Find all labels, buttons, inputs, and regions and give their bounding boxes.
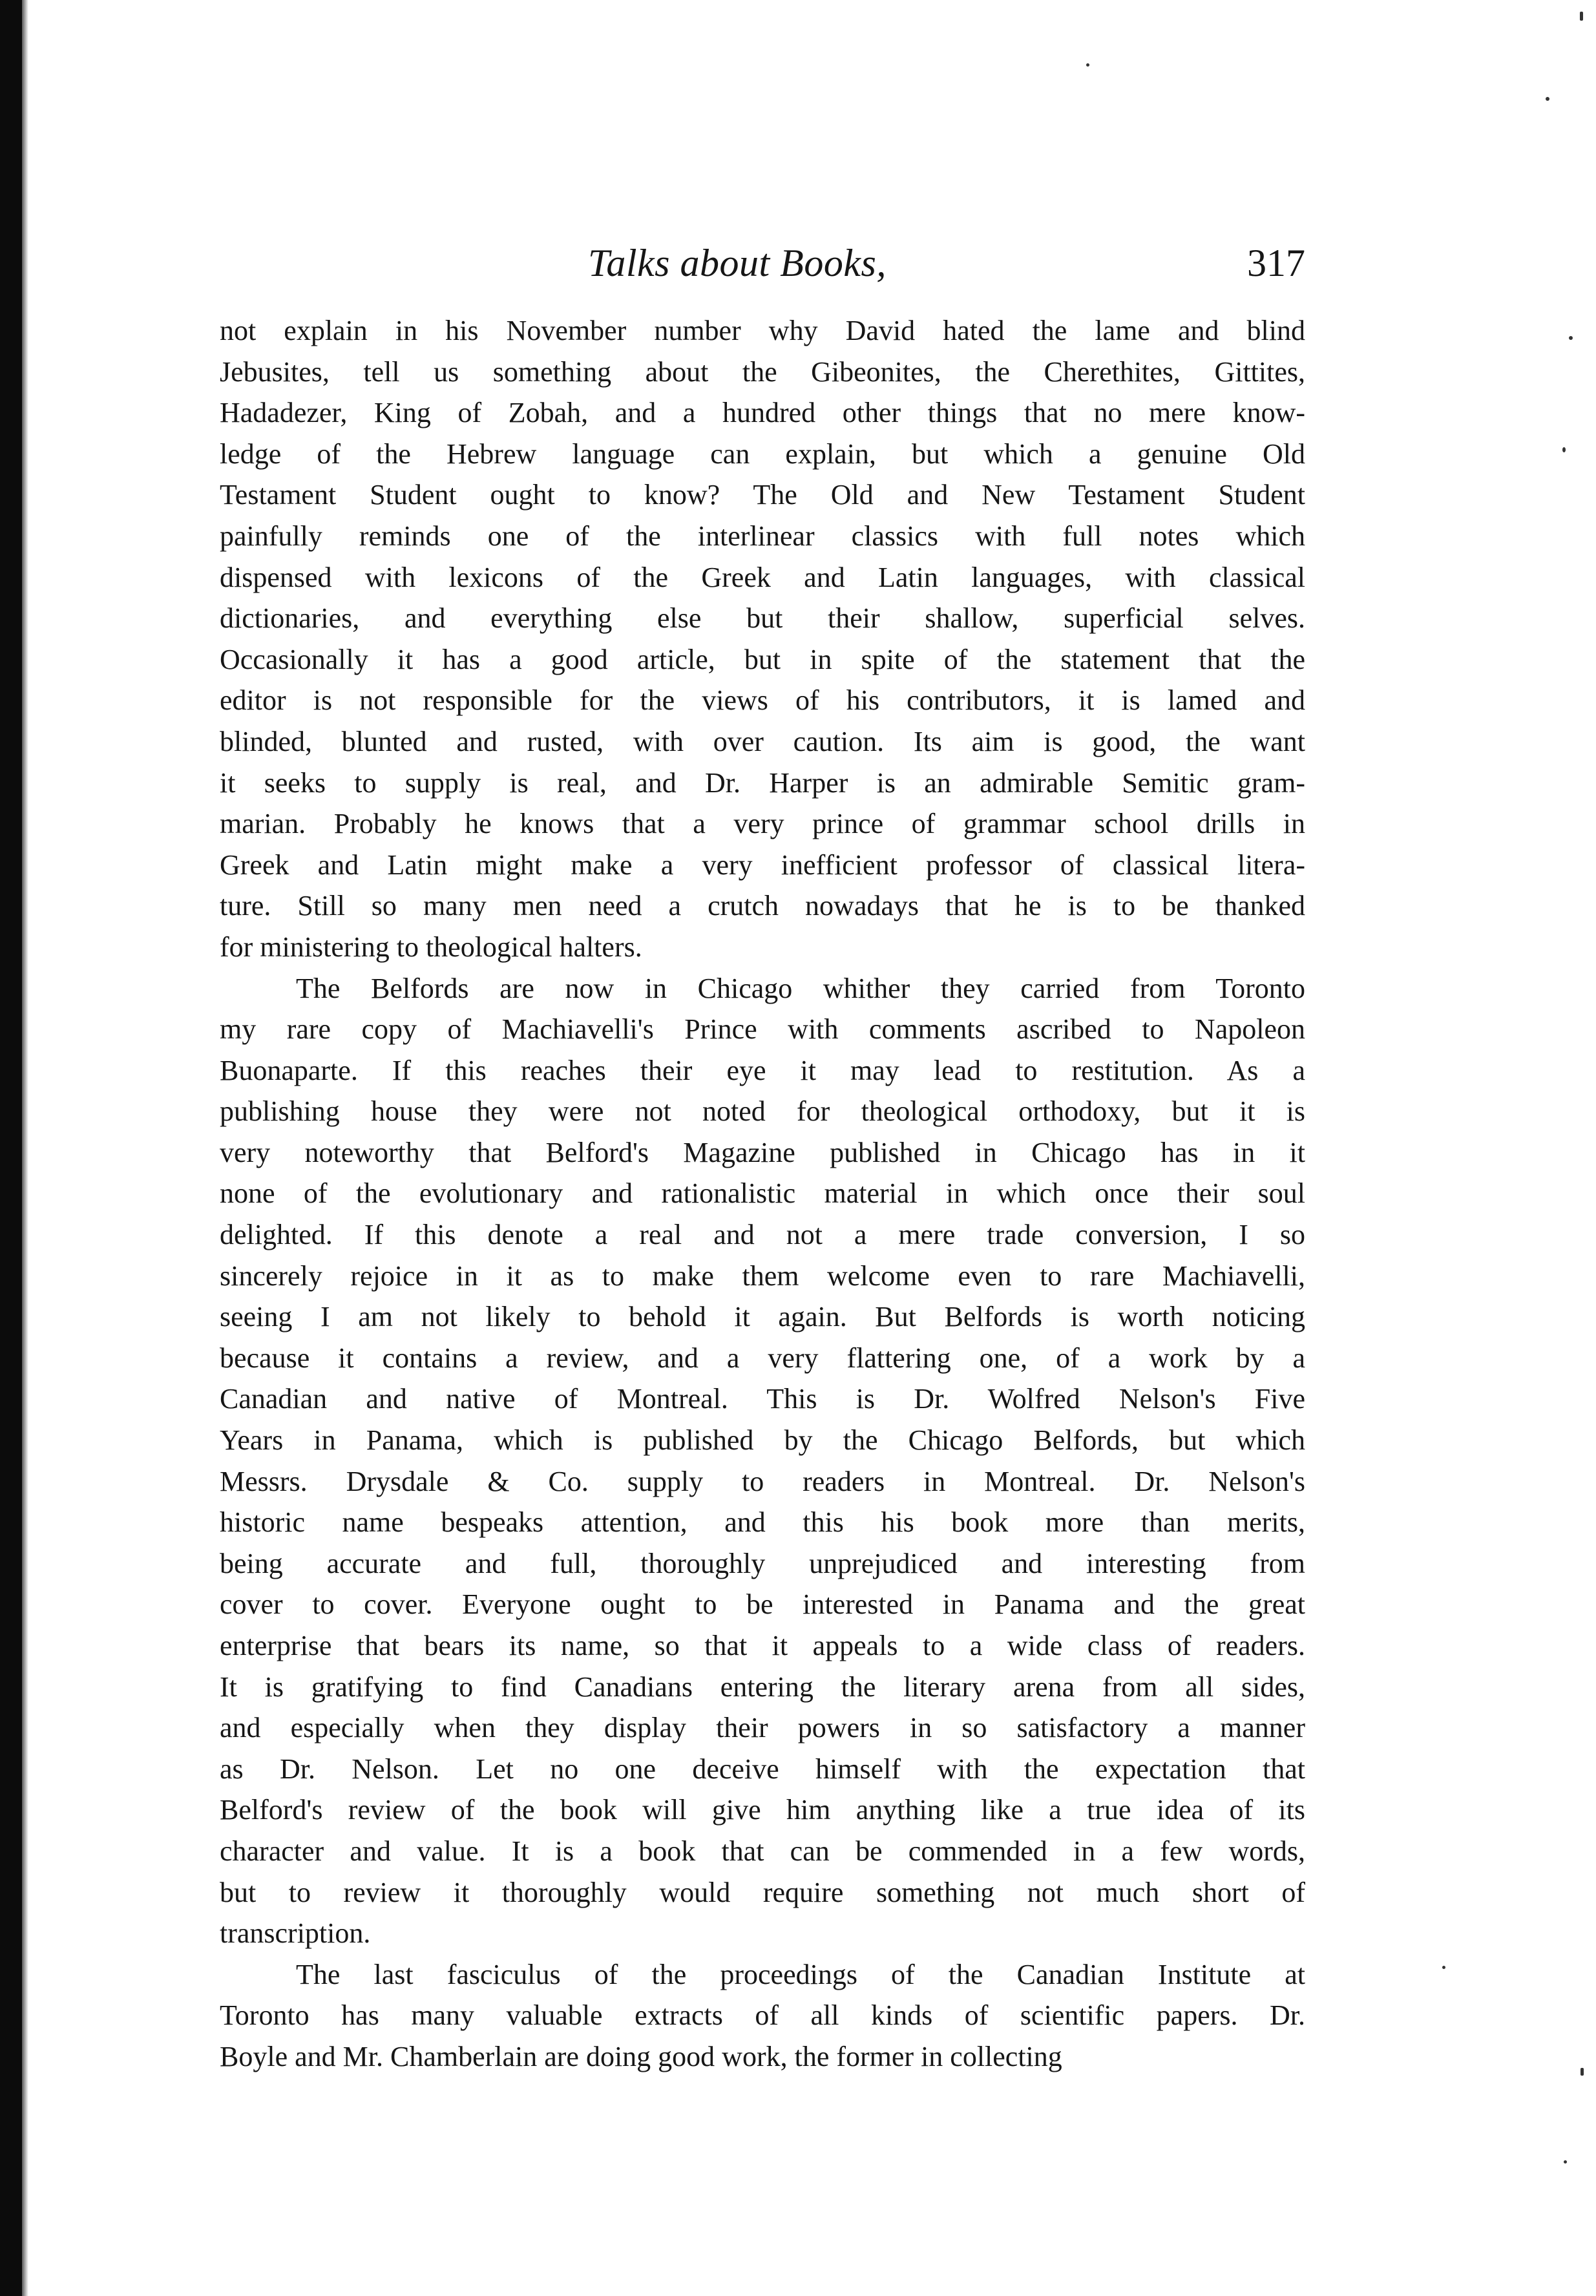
body-text (220, 310, 1305, 2078)
text-line: for ministering to theological halters. (220, 931, 642, 963)
text-line: cover to cover. Everyone ought to be interested in Panama and the great (220, 1588, 1305, 1621)
text-line: painfully reminds one of the interlinear classics with full notes which (220, 520, 1305, 552)
text-line: Occasionally it has a good article, but in spite of the statement that the (220, 643, 1305, 675)
paragraph (220, 1954, 1305, 2078)
paragraph (220, 968, 1305, 1954)
scan-speck (1580, 12, 1583, 21)
text-line: very noteworthy that Belford's Magazine published in Chicago has in it (220, 1136, 1305, 1168)
text-line: blinded, blunted and rusted, with over caution. Its aim is good, the want (220, 725, 1305, 757)
text-line: none of the evolutionary and rationalistic material in which once their soul (220, 1177, 1305, 1210)
scan-speck (1569, 336, 1573, 340)
scan-speck (1546, 97, 1549, 101)
binding-shadow (22, 0, 28, 2296)
text-line: sincerely rejoice in it as to make them welcome even to rare Machiavelli, (220, 1259, 1305, 1292)
text-line: publishing house they were not noted for theological orthodoxy, but it is (220, 1095, 1305, 1128)
text-line: seeing I am not likely to behold it again. But Belfords is worth noticing (220, 1301, 1305, 1333)
text-line: The Belfords are now in Chicago whither they carried from Toronto (296, 972, 1305, 1004)
text-line: Greek and Latin might make a very inefficient professor of classical litera- (220, 848, 1305, 881)
paragraph (220, 310, 1305, 968)
text-line: it seeks to supply is real, and Dr. Harper is an admirable Semitic gram- (220, 766, 1305, 799)
text-line: enterprise that bears its name, so that it appeals to a wide class of readers. (220, 1630, 1305, 1661)
text-line: Messrs. Drysdale & Co. supply to readers in Montreal. Dr. Nelson's (220, 1465, 1305, 1497)
binding-edge (0, 0, 22, 2296)
text-line: The last fasciculus of the proceedings of the Canadian Institute at (296, 1958, 1305, 1990)
text-line: Jebusites, tell us something about the Gibeonites, the Cherethites, Gittites, (220, 355, 1305, 388)
text-line: Boyle and Mr. Chamberlain are doing good work, the former in collecting (220, 2040, 1062, 2072)
scan-speck (1564, 2160, 1567, 2164)
text-line: Hadadezer, King of Zobah, and a hundred other things that no mere know- (220, 397, 1305, 429)
page-number: 317 (1247, 242, 1305, 284)
text-line: editor is not responsible for the views of his contributors, it is lamed and (220, 684, 1305, 717)
running-head (220, 234, 1305, 292)
text-line: Belford's review of the book will give him anything like a true idea of its (220, 1794, 1305, 1826)
text-line: not explain in his November number why David hated the lame and blind (220, 315, 1305, 346)
text-line: It is gratifying to find Canadians entering the literary arena from all sides, (220, 1670, 1305, 1703)
text-line: because it contains a review, and a very flattering one, of a work by a (220, 1342, 1305, 1374)
text-line: Years in Panama, which is published by the Chicago Belfords, but which (220, 1424, 1305, 1457)
text-line: delighted. If this denote a real and not a mere trade conversion, I so (220, 1219, 1305, 1251)
text-line: Buonaparte. If this reaches their eye it may lead to restitution. As a (220, 1054, 1305, 1086)
scan-speck (1442, 1966, 1445, 1969)
text-line: ledge of the Hebrew language can explain, but which a genuine Old (220, 437, 1305, 470)
scan-speck (1580, 2068, 1584, 2076)
text-line: and especially when they display their powers in so satisfactory a manner (220, 1712, 1305, 1744)
text-line: transcription. (220, 1917, 371, 1950)
scan-speck (1086, 63, 1089, 67)
text-line: dispensed with lexicons of the Greek and Latin languages, with classical (220, 561, 1305, 593)
text-line: ture. Still so many men need a crutch nowadays that he is to be thanked (220, 890, 1305, 922)
text-line: Toronto has many valuable extracts of all kinds of scientific papers. Dr. (220, 1999, 1305, 2032)
scan-speck (1562, 447, 1566, 452)
text-line: my rare copy of Machiavelli's Prince with comments ascribed to Napoleon (220, 1013, 1305, 1046)
text-line: character and value. It is a book that can be commended in a few words, (220, 1835, 1305, 1867)
text-line: but to review it thoroughly would require something not much short of (220, 1876, 1305, 1908)
running-title: Talks about Books, (588, 242, 887, 284)
text-line: as Dr. Nelson. Let no one deceive himself with the expectation that (220, 1753, 1305, 1785)
text-line: dictionaries, and everything else but their shallow, superficial selves. (220, 602, 1305, 635)
text-line: historic name bespeaks attention, and this his book more than merits, (220, 1506, 1305, 1539)
text-line: Testament Student ought to know? The Old and New Testament Student (220, 479, 1305, 511)
text-line: marian. Probably he knows that a very prince of grammar school drills in (220, 808, 1305, 840)
text-line: being accurate and full, thoroughly unprejudiced and interesting from (220, 1547, 1305, 1579)
text-line: Canadian and native of Montreal. This is Dr. Wolfred Nelson's Five (220, 1383, 1305, 1415)
